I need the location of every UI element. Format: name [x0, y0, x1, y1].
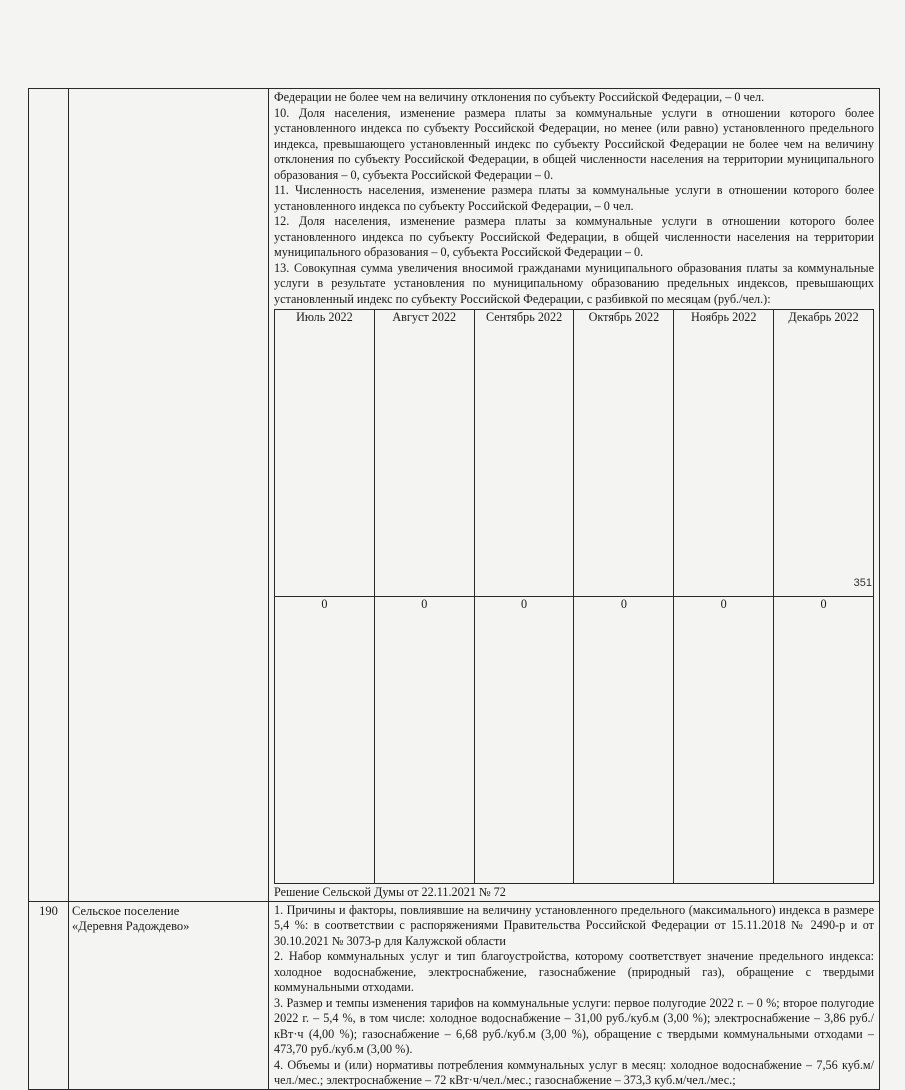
paragraph: 2. Набор коммунальных услуг и тип благоустройства, которому соответствует значение предельного индекса: холодное водоснабжение, электроснабжение, газоснабжение (природный газ), обращение с твердыми коммунальными отходами. — [274, 949, 874, 994]
paragraph: 13. Совокупная сумма увеличения вносимой гражданами муниципального образования платы за коммунальные услуги в результате установления по муниципальному образованию предельных индексов, превышающих установленный индекс по субъекту Российской Федерации, с разбивкой по месяцам (руб./чел.): — [274, 260, 874, 306]
month-value: 0 — [774, 597, 874, 884]
paragraph: 4. Объемы и (или) нормативы потребления коммунальных услуг в месяц: холодное водоснабжение – 7,56 куб.м/чел./мес.; электроснабжение – 72 кВт·ч/чел./мес.; газоснабжение – 373,3 куб.м/чел./мес.; — [274, 1057, 874, 1087]
paragraph: 1. Причины и факторы, повлиявшие на величину установленного предельного (максимального) индекса в размере 5,4 %: в соответствии с распоряжениями Правительства Российской Федерации от 15.11.2018 № 2490-р и от 30.10.2021 № 3073-р для Калужской области — [274, 902, 874, 948]
page-number: 351 — [853, 577, 872, 589]
month-header: Август 2022 — [374, 310, 474, 597]
month-value: 0 — [574, 597, 674, 884]
table-row — [275, 310, 874, 597]
table-row — [29, 89, 880, 902]
decision-reference: Решение Сельской Думы от 22.11.2021 № 72 — [274, 885, 506, 899]
index-table — [28, 88, 880, 1090]
table-row — [29, 901, 880, 1089]
month-header: Октябрь 2022 — [574, 310, 674, 597]
month-header: Июль 2022 — [275, 310, 375, 597]
paragraph: 12. Доля населения, изменение размера платы за коммунальные услуги в отношении которого более установленного индекса по субъекту Российской Федерации, в общей численности населения на территории муниципального образования – 0, субъекта Российской Федерации – 0. — [274, 214, 874, 259]
municipality-name-cell — [69, 89, 269, 902]
month-value: 0 — [275, 597, 375, 884]
paragraph: 11. Численность населения, изменение размера платы за коммунальные услуги в отношении которого более установленного индекса по субъекту Российской Федерации, – 0 чел. — [274, 183, 874, 213]
month-value: 0 — [474, 597, 574, 884]
paragraph: 10. Доля населения, изменение размера платы за коммунальные услуги в отношении которого более установленного индекса по субъекту Российской Федерации, но менее (или равно) установленного предельного индекса, превышающего установленный индекс по субъекту Российской Федерации не более чем на величину отклонения по субъекту Российской Федерации, в общей численности населения на территории муниципального образования – 0, субъекта Российской Федерации – 0. — [274, 105, 874, 182]
row-number-cell — [29, 89, 69, 902]
month-value: 0 — [374, 597, 474, 884]
paragraph: Федерации не более чем на величину отклонения по субъекту Российской Федерации, – 0 чел. — [274, 90, 765, 104]
description-cell — [269, 89, 880, 902]
month-value: 0 — [674, 597, 774, 884]
paragraph: 3. Размер и темпы изменения тарифов на коммунальные услуги: первое полугодие 2022 г. – 0 %; второе полугодие 2022 г. – 5,4 %, в том числе: холодное водоснабжение – 31,00 руб./куб.м (3,00 %); электроснабжение – 3,86 руб./кВт·ч (4,00 %); газоснабжение – 6,68 руб./куб.м (3,00 %), обращение с твердыми коммунальными отходами – 473,70 руб./куб.м (3,00 %). — [274, 995, 874, 1056]
municipality-name-line: Сельское поселение — [72, 903, 180, 918]
month-header: Ноябрь 2022 — [674, 310, 774, 597]
monthly-sum-table — [274, 309, 874, 884]
table-row — [275, 597, 874, 884]
municipality-name-line: «Деревня Радождево» — [72, 918, 190, 933]
month-header: Декабрь 2022 — [774, 310, 874, 597]
row-number-cell: 190 — [29, 901, 69, 1089]
month-header: Сентябрь 2022 — [474, 310, 574, 597]
municipality-name-cell — [69, 901, 269, 1089]
description-cell — [269, 901, 880, 1089]
